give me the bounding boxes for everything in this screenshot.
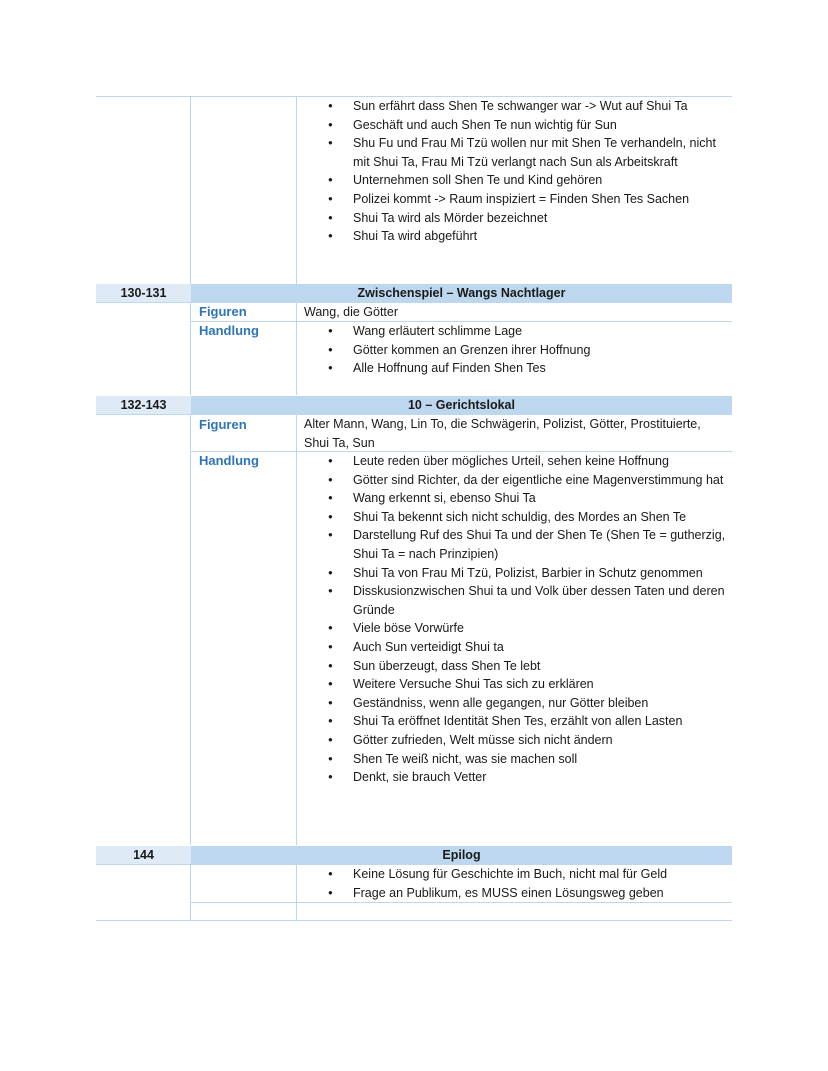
handlung-bullet-list — [304, 865, 728, 902]
list-item: ● Götter zufrieden, Welt müsse sich nicht ändern — [304, 731, 728, 750]
section-page-range: 144 — [96, 846, 191, 864]
section-title: Epilog — [191, 846, 732, 864]
handlung-bullet-list — [304, 452, 728, 787]
table-grid-line — [296, 96, 297, 285]
list-item: ● Unternehmen soll Shen Te und Kind gehören — [304, 171, 728, 190]
table-grid-line — [296, 414, 297, 845]
list-item: ● Weitere Versuche Shui Tas sich zu erklären — [304, 675, 728, 694]
list-item: ● Shui Ta eröffnet Identität Shen Tes, erzählt von allen Lasten — [304, 712, 728, 731]
list-item: ● Geschäft und auch Shen Te nun wichtig für Sun — [304, 116, 728, 135]
list-item: ● Frage an Publikum, es MUSS einen Lösungsweg geben — [304, 884, 728, 903]
list-item: ● Wang erläutert schlimme Lage — [304, 322, 728, 341]
table-grid-line — [296, 864, 297, 921]
table-grid-line — [296, 302, 297, 395]
list-item: ● Polizei kommt -> Raum inspiziert = Finden Shen Tes Sachen — [304, 190, 728, 209]
handlung-label: Handlung — [199, 453, 259, 468]
list-item: ● Geständniss, wenn alle gegangen, nur Götter bleiben — [304, 694, 728, 713]
section-header-row — [96, 846, 732, 864]
list-item: ● Shui Ta von Frau Mi Tzü, Polizist, Barbier in Schutz genommen — [304, 564, 728, 583]
list-item: ● Götter kommen an Grenzen ihrer Hoffnung — [304, 341, 728, 360]
list-item: ● Darstellung Ruf des Shui Ta und der Shen Te (Shen Te = gutherzig, Shui Ta = nach Prinzipien) — [304, 526, 728, 563]
section-page-range: 132-143 — [96, 396, 191, 414]
list-item: ● Wang erkennt si, ebenso Shui Ta — [304, 489, 728, 508]
handlung-bullet-list — [304, 97, 728, 246]
list-item: ● Auch Sun verteidigt Shui ta — [304, 638, 728, 657]
list-item: ● Shu Fu und Frau Mi Tzü wollen nur mit Shen Te verhandeln, nicht mit Shui Ta, Frau Mi Tzü verlangt nach Sun als Arbeitskraft — [304, 134, 728, 171]
figuren-text: Wang, die Götter — [304, 305, 399, 319]
list-item: ● Sun überzeugt, dass Shen Te lebt — [304, 657, 728, 676]
section-header-row — [96, 396, 732, 414]
list-item: ● Shen Te weiß nicht, was sie machen soll — [304, 750, 728, 769]
list-item: ● Alle Hoffnung auf Finden Shen Tes — [304, 359, 728, 378]
table-grid-line — [96, 920, 732, 921]
list-item: ● Shui Ta wird als Mörder bezeichnet — [304, 209, 728, 228]
list-item: ● Viele böse Vorwürfe — [304, 619, 728, 638]
figuren-label: Figuren — [199, 417, 247, 432]
figuren-text: Alter Mann, Wang, Lin To, die Schwägerin, Polizist, Götter, Prostituierte, Shui Ta, Sun — [304, 417, 701, 450]
table-grid-line — [190, 96, 191, 285]
section-header-row — [96, 284, 732, 302]
list-item: ● Götter sind Richter, da der eigentliche eine Magenverstimmung hat — [304, 471, 728, 490]
list-item: ● Keine Lösung für Geschichte im Buch, nicht mal für Geld — [304, 865, 728, 884]
list-item: ● Sun erfährt dass Shen Te schwanger war -> Wut auf Shui Ta — [304, 97, 728, 116]
table-grid-line — [190, 414, 191, 845]
list-item: ● Disskusionzwischen Shui ta und Volk über dessen Taten und deren Gründe — [304, 582, 728, 619]
table-grid-line — [190, 864, 191, 921]
list-item: ● Shui Ta wird abgeführt — [304, 227, 728, 246]
handlung-label: Handlung — [199, 323, 259, 338]
section-title: Zwischenspiel – Wangs Nachtlager — [191, 284, 732, 302]
section-title: 10 – Gerichtslokal — [191, 396, 732, 414]
section-page-range: 130-131 — [96, 284, 191, 302]
list-item: ● Denkt, sie brauch Vetter — [304, 768, 728, 787]
list-item: ● Shui Ta bekennt sich nicht schuldig, des Mordes an Shen Te — [304, 508, 728, 527]
handlung-bullet-list — [304, 322, 728, 378]
table-grid-line — [190, 302, 191, 395]
list-item: ● Leute reden über mögliches Urteil, sehen keine Hoffnung — [304, 452, 728, 471]
figuren-label: Figuren — [199, 304, 247, 319]
